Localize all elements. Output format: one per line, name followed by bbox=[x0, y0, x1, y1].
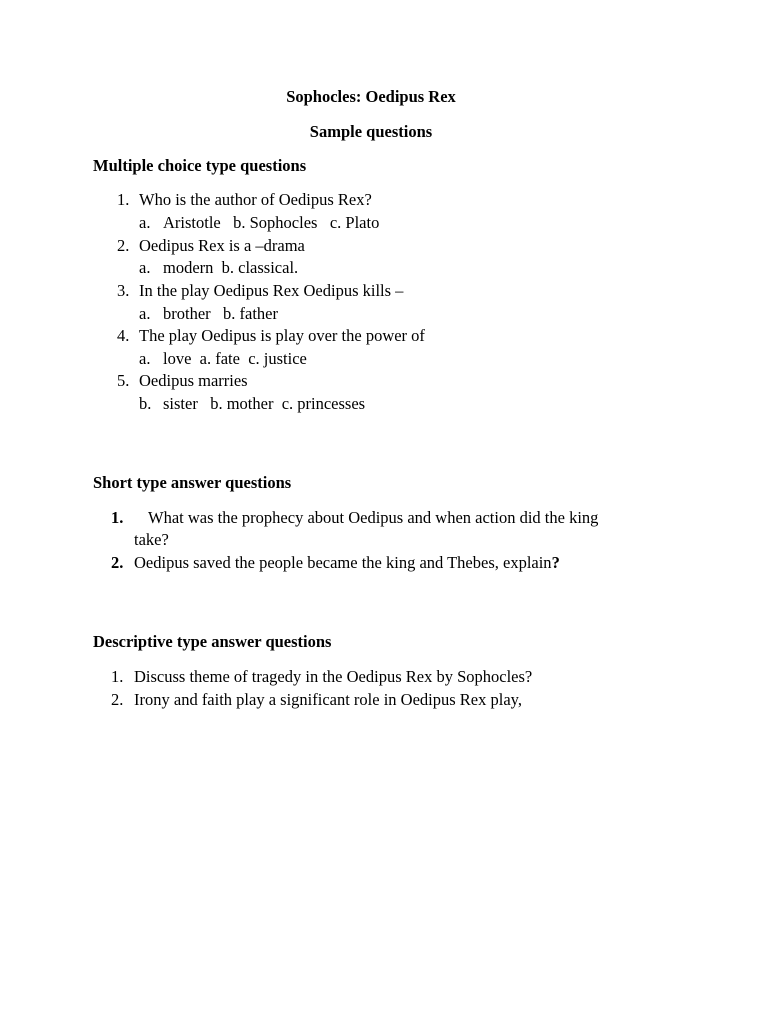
mcq-option-letter: a. bbox=[139, 349, 151, 368]
mcq-option-letter: a. bbox=[139, 213, 151, 232]
short-question: What was the prophecy about Oedipus and when action did the king bbox=[148, 508, 599, 527]
short-heading: Short type answer questions bbox=[93, 473, 292, 492]
mcq-options: love a. fate c. justice bbox=[163, 349, 307, 368]
mcq-heading: Multiple choice type questions bbox=[93, 156, 307, 175]
mcq-question: Who is the author of Oedipus Rex? bbox=[139, 190, 372, 209]
document-title: Sophocles: Oedipus Rex bbox=[286, 87, 456, 106]
descriptive-question: Discuss theme of tragedy in the Oedipus Rex by Sophocles? bbox=[134, 667, 533, 686]
mcq-question: In the play Oedipus Rex Oedipus kills – bbox=[139, 281, 404, 300]
mcq-number: 1. bbox=[117, 190, 130, 209]
mcq-option-letter: a. bbox=[139, 258, 151, 277]
mcq-option-letter: b. bbox=[139, 394, 152, 413]
short-number: 2. bbox=[111, 553, 124, 572]
mcq-options: sister b. mother c. princesses bbox=[163, 394, 366, 413]
mcq-question: The play Oedipus is play over the power of bbox=[139, 326, 425, 345]
short-question-text: Oedipus saved the people became the king and Thebes, explain bbox=[134, 553, 552, 572]
short-number: 1. bbox=[111, 508, 124, 527]
mcq-options: brother b. father bbox=[163, 304, 278, 323]
mcq-number: 4. bbox=[117, 326, 130, 345]
short-question-mark: ? bbox=[551, 553, 560, 572]
descriptive-question: Irony and faith play a significant role in Oedipus Rex play, bbox=[134, 690, 522, 709]
mcq-options: modern b. classical. bbox=[163, 258, 299, 277]
descriptive-heading: Descriptive type answer questions bbox=[93, 632, 332, 651]
document-subtitle: Sample questions bbox=[309, 122, 433, 141]
mcq-question: Oedipus Rex is a –drama bbox=[139, 236, 305, 255]
short-question bbox=[134, 552, 560, 574]
mcq-question: Oedipus marries bbox=[139, 371, 248, 390]
mcq-option-letter: a. bbox=[139, 304, 151, 323]
mcq-options: Aristotle b. Sophocles c. Plato bbox=[163, 213, 380, 232]
mcq-number: 3. bbox=[117, 281, 130, 300]
short-question-cont: take? bbox=[134, 530, 169, 549]
descriptive-number: 2. bbox=[111, 690, 124, 709]
mcq-number: 2. bbox=[117, 236, 130, 255]
descriptive-number: 1. bbox=[111, 667, 124, 686]
mcq-number: 5. bbox=[117, 371, 130, 390]
